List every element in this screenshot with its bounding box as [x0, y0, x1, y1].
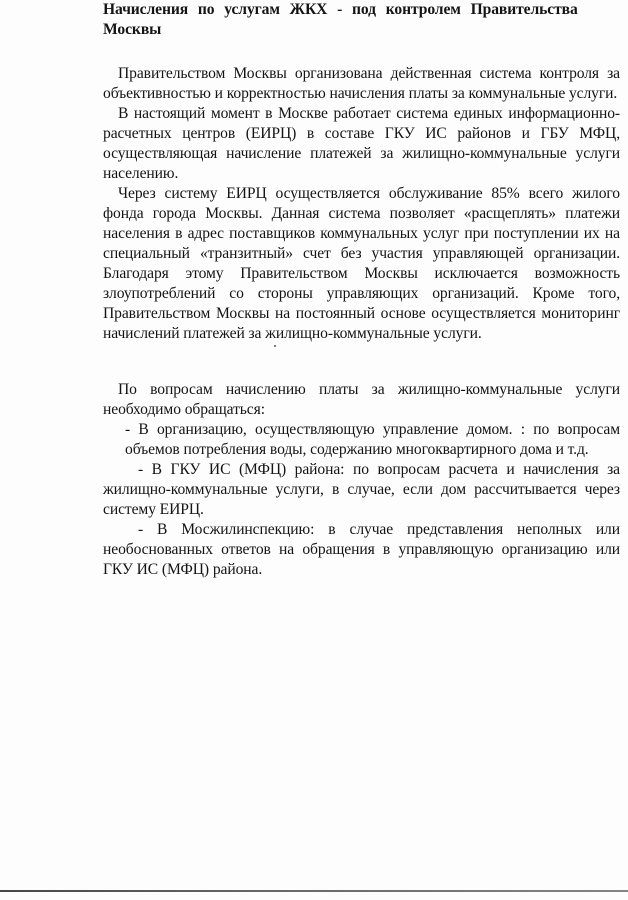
title-line-1: Начисления по услугам ЖКХ - под контролем Правительства — [103, 1, 578, 18]
title-line-2: Москвы — [103, 21, 162, 38]
document-title — [103, 0, 620, 40]
paragraph-eirc-service: Через систему ЕИРЦ осуществляется обслуживание 85% всего жилого фонда города Москвы. Данная система позволяет «расщеплять» платежи населения в адрес поставщиков коммунальных услуг при поступлении их на специальный «транзитный» счет без участия управляющей организации. Благодаря этому Правительством Москвы исключается возможность злоупотреблений со стороны управляющих организаций. Кроме того, Правительством Москвы на постоянный основе осуществляется мониторинг начислений платежей за жилищно-коммунальные услуги. — [103, 185, 620, 342]
contact-item-mosgilinspection: - В Мосжилинспекцию: в случае представления неполных или необоснованных ответов на обращения в управляющую организацию или ГКУ ИС (МФЦ) района. — [103, 521, 620, 578]
contacts-intro: По вопросам начислению платы за жилищно-коммунальные услуги необходимо обращаться: — [103, 381, 620, 418]
contact-item-gku-is: - В ГКУ ИС (МФЦ) района: по вопросам расчета и начисления за жилищно-коммунальные услуги, в случае, если дом рассчитывается через систему ЕИРЦ. — [103, 461, 620, 518]
contact-item-management-org: - В организацию, осуществляющую управление домом. : по вопросам объемов потребления воды, содержанию многоквартирного дома и т.д. — [125, 421, 620, 458]
document-body — [103, 0, 620, 580]
scan-speck — [274, 345, 276, 347]
scan-bottom-edge — [0, 890, 628, 892]
paragraph-control-system: Правительством Москвы организована действенная система контроля за объективностью и корректностью начисления платы за коммунальные услуги. — [103, 65, 620, 102]
paragraph-eirc-system: В настоящий момент в Москве работает система единых информационно-расчетных центров (ЕИРЦ) в составе ГКУ ИС районов и ГБУ МФЦ, осуществляющая начисление платежей за жилищно-коммунальные услуги населению. — [103, 105, 620, 182]
